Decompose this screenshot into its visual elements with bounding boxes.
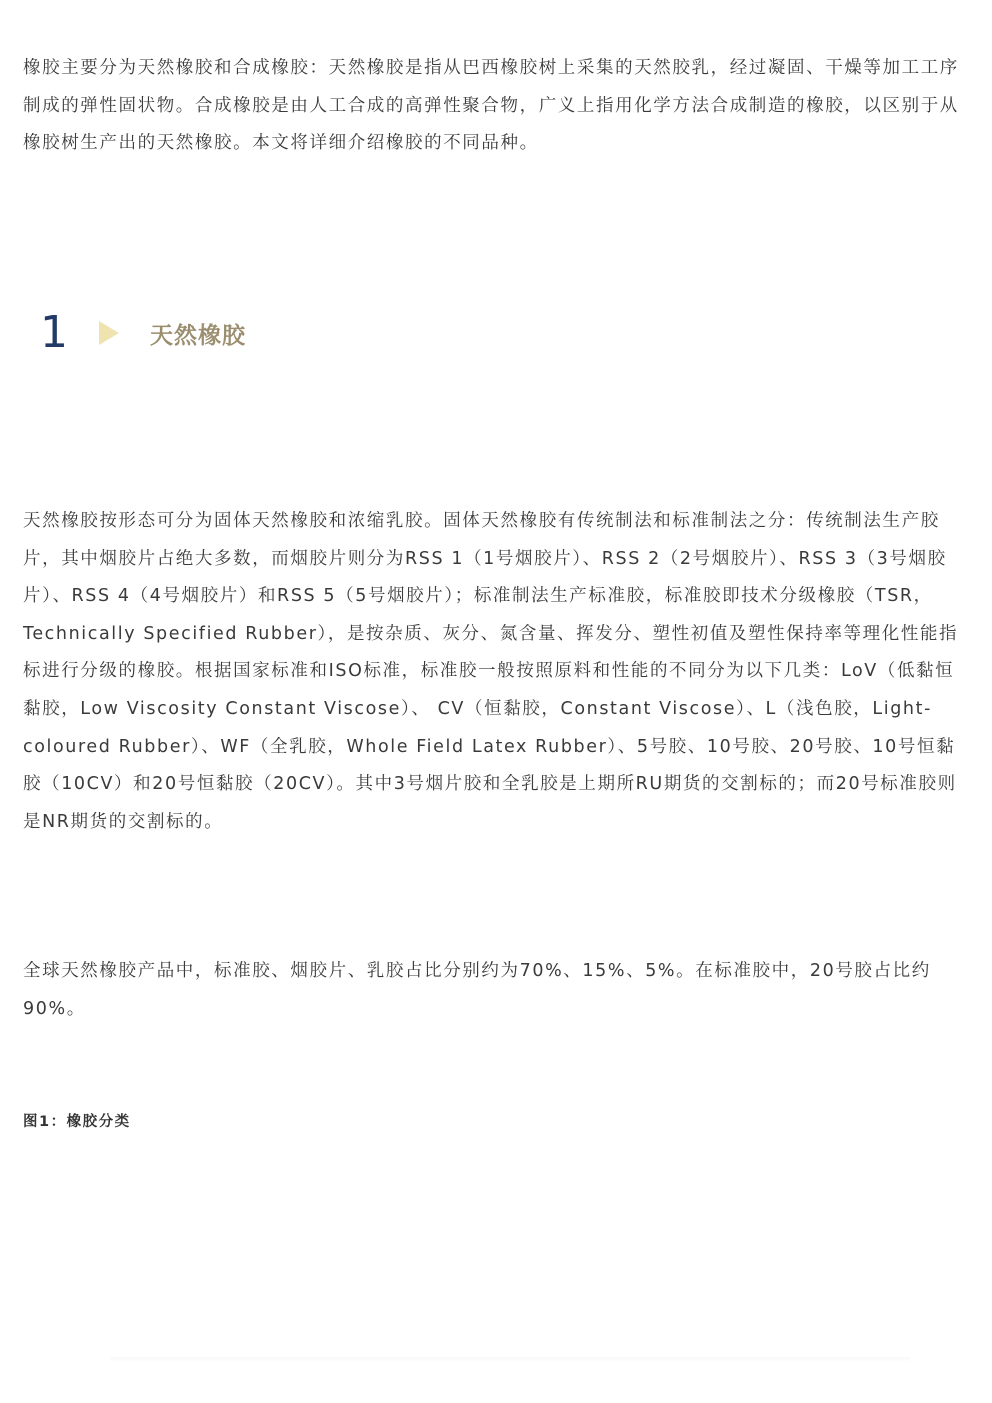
figure-image-placeholder xyxy=(110,1357,910,1363)
intro-paragraph: 橡胶主要分为天然橡胶和合成橡胶：天然橡胶是指从巴西橡胶树上采集的天然胶乳，经过凝固、干燥等加工工序制成的弹性固状物。合成橡胶是由人工合成的高弹性聚合物，广义上指用化学方法合成制造的橡胶，以区别于从橡胶树生产出的天然橡胶。本文将详细介绍橡胶的不同品种。 xyxy=(23,58,959,154)
market-share-paragraph: 全球天然橡胶产品中，标准胶、烟胶片、乳胶占比分别约为70%、15%、5%。在标准胶中，20号胶占比约90%。 xyxy=(23,961,931,1019)
section-number: 1 xyxy=(40,307,68,358)
triangle-right-icon xyxy=(99,321,119,345)
natural-rubber-paragraph: 天然橡胶按形态可分为固体天然橡胶和浓缩乳胶。固体天然橡胶有传统制法和标准制法之分：传统制法生产胶片，其中烟胶片占绝大多数，而烟胶片则分为RSS 1（1号烟胶片）、RSS 2（2号烟胶片）、RSS 3（3号烟胶片）、RSS 4（4号烟胶片）和RSS 5（5号烟胶片）；标准制法生产标准胶，标准胶即技术分级橡胶（TSR，Technically Specified Rubber），是按杂质、灰分、氮含量、挥发分、塑性初值及塑性保持率等理化性能指标进行分级的橡胶。根据国家标准和ISO标准，标准胶一般按照原料和性能的不同分为以下几类：LoV（低黏恒黏胶，Low Viscosity Constant Viscose）、 CV（恒黏胶，Constant Viscose）、L（浅色胶，Light-coloured Rubber）、WF（全乳胶，Whole Field Latex Rubber）、5号胶、10号胶、20号胶、10号恒黏胶（10CV）和20号恒黏胶（20CV）。其中3号烟片胶和全乳胶是上期所RU期货的交割标的；而20号标准胶则是NR期货的交割标的。 xyxy=(23,511,959,832)
figure-caption: 图1：橡胶分类 xyxy=(23,1114,131,1130)
section-title: 天然橡胶 xyxy=(150,322,246,349)
section-heading xyxy=(40,306,246,360)
